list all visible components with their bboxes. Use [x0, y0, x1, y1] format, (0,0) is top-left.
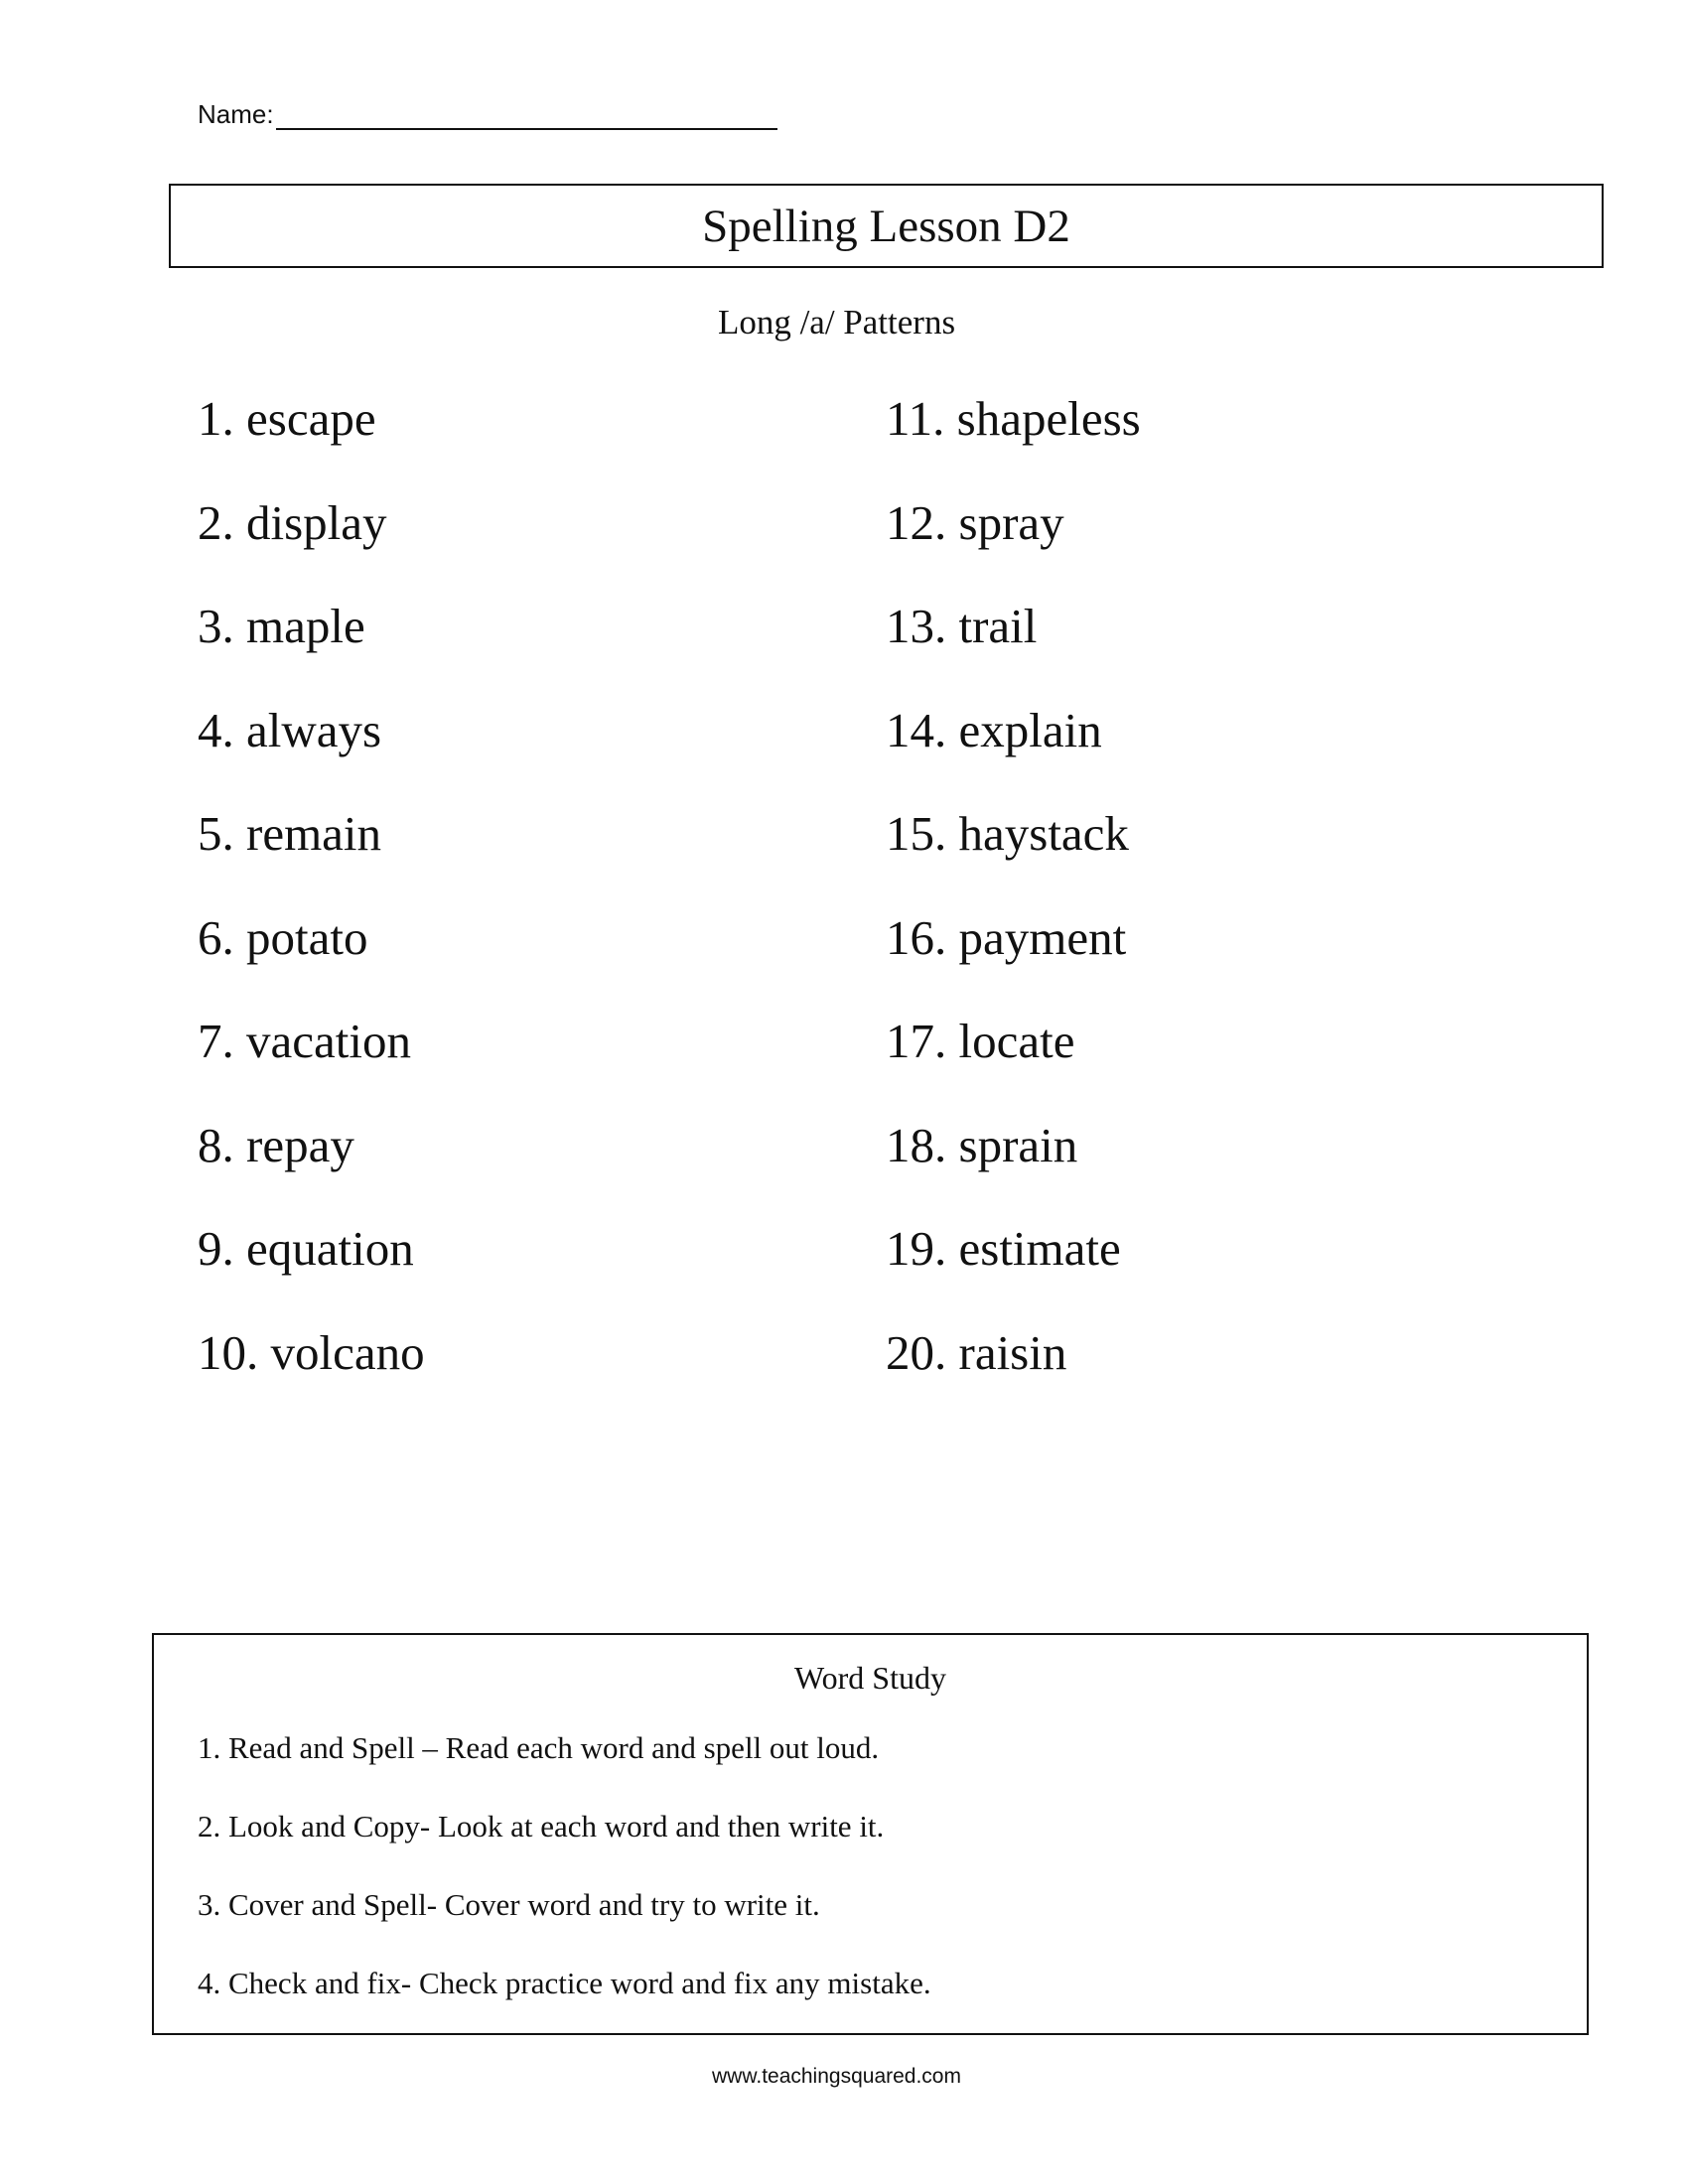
- spelling-word: 18. sprain: [886, 1117, 1078, 1172]
- spelling-word: 7. vacation: [198, 1014, 411, 1068]
- spelling-word: 5. remain: [198, 806, 382, 861]
- page-subtitle: Long /a/ Patterns: [717, 303, 956, 341]
- name-blank-line[interactable]: [276, 104, 777, 130]
- spelling-word: 3. maple: [198, 599, 365, 653]
- spelling-word: 9. equation: [198, 1221, 414, 1276]
- spelling-word: 2. display: [198, 494, 387, 550]
- word-study-step: 3. Cover and Spell- Cover word and try to write it.: [198, 1887, 820, 1922]
- spelling-word: 12. spray: [886, 494, 1064, 550]
- spelling-word: 11. shapeless: [886, 391, 1141, 446]
- spelling-word: 13. trail: [886, 599, 1038, 653]
- word-study-box: [152, 1633, 1589, 2035]
- name-field[interactable]: [198, 99, 777, 130]
- word-study-title: Word Study: [794, 1660, 946, 1696]
- spelling-word: 14. explain: [886, 702, 1102, 757]
- word-study-steps: [198, 1730, 931, 2044]
- spelling-word: 16. payment: [886, 909, 1127, 965]
- word-study-step: 2. Look and Copy- Look at each word and then write it.: [198, 1809, 885, 1843]
- name-label: Name:: [198, 99, 274, 129]
- spelling-word: 1. escape: [198, 391, 376, 446]
- spelling-word: 15. haystack: [886, 806, 1129, 861]
- spelling-word: 17. locate: [886, 1014, 1075, 1068]
- word-list-right: [886, 389, 1141, 1427]
- spelling-word: 4. always: [198, 702, 382, 757]
- word-study-step: 4. Check and fix- Check practice word and fix any mistake.: [198, 1966, 931, 2000]
- footer-url: www.teachingsquared.com: [712, 2065, 961, 2088]
- spelling-word: 8. repay: [198, 1117, 354, 1172]
- word-list-left: [198, 389, 425, 1427]
- spelling-word: 20. raisin: [886, 1324, 1067, 1380]
- title-box: [169, 184, 1604, 268]
- spelling-word: 10. volcano: [198, 1324, 425, 1380]
- spelling-word: 6. potato: [198, 909, 368, 965]
- word-study-step: 1. Read and Spell – Read each word and spell out loud.: [198, 1730, 880, 1765]
- spelling-word: 19. estimate: [886, 1221, 1121, 1276]
- page-title: Spelling Lesson D2: [702, 200, 1070, 252]
